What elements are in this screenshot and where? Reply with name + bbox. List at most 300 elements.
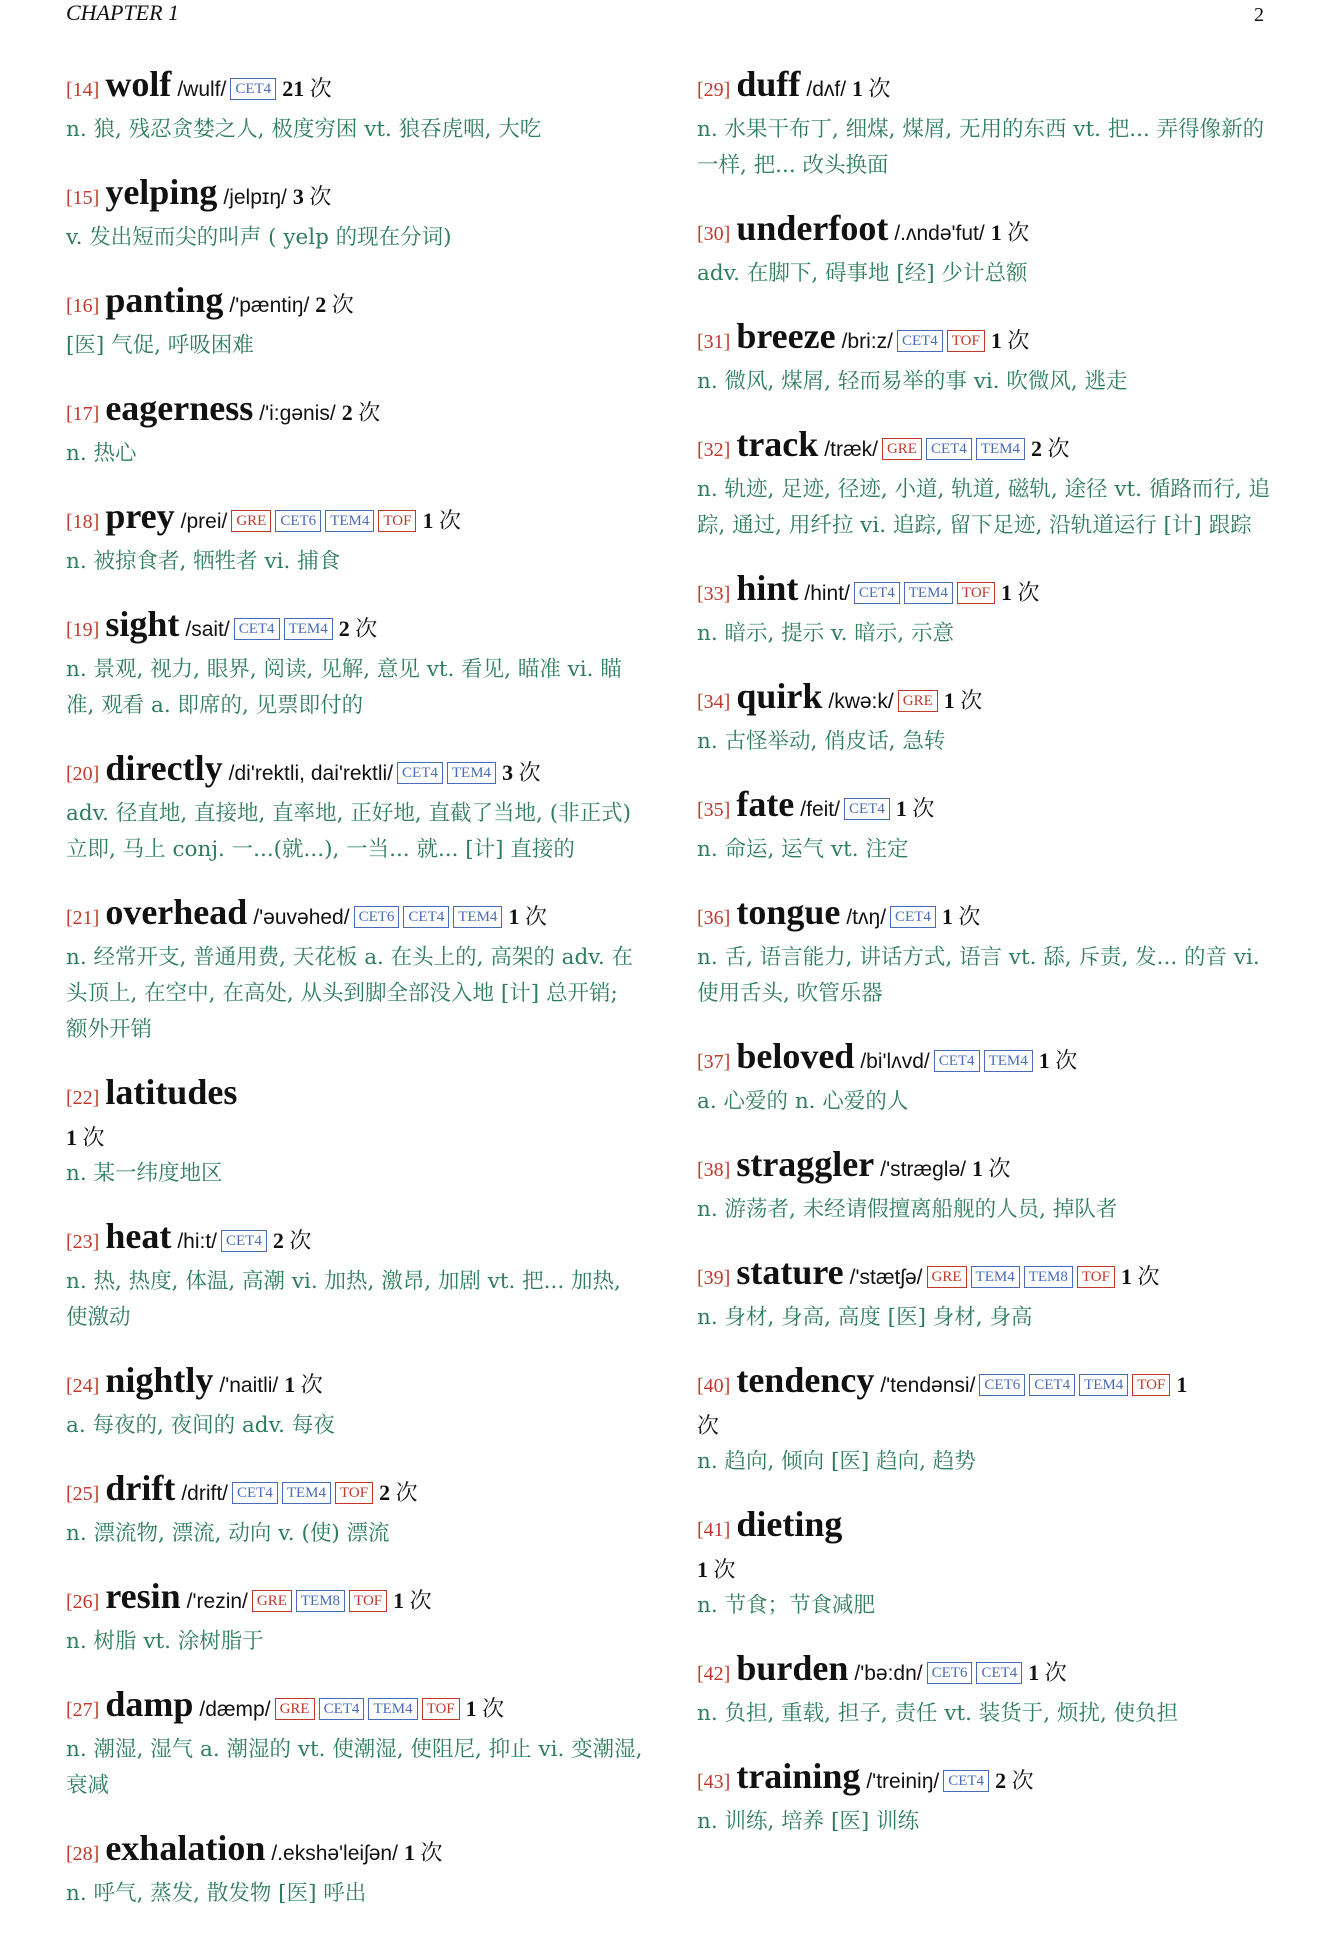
- exam-tag: TEM4: [904, 582, 953, 604]
- frequency-unit: 次: [309, 76, 332, 101]
- definition: n. 负担, 重载, 担子, 责任 vt. 装货于, 烦扰, 使负担: [697, 1701, 1179, 1726]
- entry-number: [32]: [697, 439, 731, 461]
- frequency-count: [1001, 580, 1040, 605]
- definition: n. 呼气, 蒸发, 散发物 [医] 呼出: [66, 1881, 367, 1906]
- entry-head: [697, 208, 1277, 256]
- exam-tag: CET4: [943, 1770, 989, 1792]
- frequency-count: [697, 1552, 1277, 1588]
- definition: n. 树脂 vt. 涂树脂于: [66, 1629, 264, 1654]
- frequency-unit: 次: [1055, 1048, 1078, 1073]
- entry-number: [31]: [697, 331, 731, 353]
- frequency-number: 1: [941, 904, 953, 929]
- frequency-unit: 次: [409, 1588, 432, 1613]
- frequency-number: 1: [403, 1840, 415, 1865]
- phonetic: /jelpɪŋ/: [223, 186, 287, 209]
- frequency-number: 2: [315, 292, 327, 317]
- frequency-unit: 次: [868, 76, 891, 101]
- entry-number: [25]: [66, 1483, 100, 1505]
- entry-number: [20]: [66, 763, 100, 785]
- phonetic: /træk/: [824, 438, 878, 461]
- phonetic: /'tendənsi/: [880, 1374, 976, 1397]
- exam-tag: TOF: [1132, 1374, 1170, 1396]
- frequency-unit: 次: [1137, 1264, 1160, 1289]
- entry-head: [697, 1252, 1277, 1300]
- entry-number: [43]: [697, 1771, 731, 1793]
- phonetic: /wulf/: [177, 78, 227, 101]
- definition: n. 训练, 培养 [医] 训练: [697, 1809, 920, 1834]
- entry-number: [39]: [697, 1267, 731, 1289]
- phonetic: /hint/: [804, 582, 850, 605]
- frequency-count: [852, 76, 891, 101]
- phonetic: /feit/: [800, 798, 840, 821]
- definition: n. 经常开支, 普通用费, 天花板 a. 在头上的, 高架的 adv. 在头顶上, 在空中, 在高处, 从头到脚全部没入地 [计] 总开销; 额外开销: [66, 945, 634, 1042]
- definition: n. 水果干布丁, 细煤, 煤屑, 无用的东西 vt. 把... 弄得像新的一样, 把... 改头换面: [697, 117, 1265, 178]
- vocab-entry: [66, 892, 646, 1048]
- frequency-unit: 次: [289, 1228, 312, 1253]
- exam-tag: TEM8: [1024, 1266, 1073, 1288]
- entry-number: [24]: [66, 1375, 100, 1397]
- frequency-count: [404, 1840, 443, 1865]
- frequency-number: 1: [1001, 580, 1012, 605]
- entry-head: [66, 280, 646, 328]
- phonetic: /hi:t/: [177, 1230, 218, 1253]
- frequency-number: 1: [508, 904, 520, 929]
- exam-tag: TEM4: [976, 438, 1025, 460]
- exam-tag: TEM8: [296, 1590, 345, 1612]
- frequency-count: [502, 760, 541, 785]
- headword: fate: [736, 784, 795, 824]
- headword: directly: [105, 748, 223, 788]
- vocab-entry: [697, 1252, 1277, 1336]
- definition: a. 心爱的 n. 心爱的人: [697, 1089, 909, 1114]
- frequency-number: 1: [284, 1372, 296, 1397]
- entry-head: [66, 388, 646, 436]
- page-header: [66, 0, 1264, 30]
- frequency-unit: 次: [331, 292, 354, 317]
- frequency-count: [942, 904, 981, 929]
- vocab-entry: [697, 424, 1277, 544]
- headword: damp: [105, 1684, 194, 1724]
- frequency-count: [1176, 1372, 1187, 1397]
- frequency-number: 1: [697, 1557, 708, 1582]
- frequency-unit: 次: [309, 184, 332, 209]
- exam-tag: CET4: [934, 1050, 980, 1072]
- headword: sight: [105, 604, 180, 644]
- headword: beloved: [736, 1036, 855, 1076]
- frequency-number: 1: [66, 1125, 77, 1150]
- frequency-number: 1: [1038, 1048, 1050, 1073]
- exam-tag: CET4: [976, 1662, 1022, 1684]
- exam-tag: CET4: [926, 438, 972, 460]
- frequency-unit: 次: [697, 1413, 720, 1438]
- vocab-entry: [697, 1756, 1277, 1840]
- frequency-number: 2: [1030, 436, 1042, 461]
- entry-head: [66, 1072, 646, 1120]
- definition: n. 身材, 身高, 高度 [医] 身材, 身高: [697, 1305, 1033, 1330]
- frequency-unit: 次: [713, 1557, 736, 1582]
- frequency-count: [66, 1120, 646, 1156]
- exam-tag: GRE: [252, 1590, 292, 1612]
- entry-number: [29]: [697, 79, 731, 101]
- phonetic: /'stætʃə/: [849, 1266, 923, 1289]
- left-column: [66, 64, 646, 1936]
- entry-number: [15]: [66, 187, 100, 209]
- definition: n. 游荡者, 未经请假擅离船舰的人员, 掉队者: [697, 1197, 1118, 1222]
- frequency-count: [508, 904, 547, 929]
- definition: n. 趋向, 倾向 [医] 趋向, 趋势: [697, 1449, 976, 1474]
- entry-head: [66, 1576, 646, 1624]
- entry-head: [66, 1828, 646, 1876]
- frequency-unit: 次: [1044, 1660, 1067, 1685]
- definition: n. 潮湿, 湿气 a. 潮湿的 vt. 使潮湿, 使阻尼, 抑止 vi. 变潮湿, 衰减: [66, 1737, 643, 1798]
- right-column: [697, 64, 1277, 1864]
- definition: adv. 径直地, 直接地, 直率地, 正好地, 直截了当地, (非正式) 立即, 马上 conj. 一...(就...), 一当... 就... [计] 直接的: [66, 801, 631, 862]
- headword: dieting: [736, 1504, 843, 1544]
- frequency-number: 2: [341, 400, 353, 425]
- phonetic: /.ekshə'leiʃən/: [271, 1842, 398, 1865]
- frequency-unit: 次: [518, 760, 541, 785]
- frequency-count: [315, 292, 354, 317]
- entry-number: [35]: [697, 799, 731, 821]
- frequency-unit: 次: [355, 616, 378, 641]
- entry-head: [66, 748, 646, 796]
- frequency-number: 3: [502, 760, 514, 785]
- entry-number: [18]: [66, 511, 100, 533]
- entry-number: [16]: [66, 295, 100, 317]
- exam-tag: TEM4: [325, 510, 374, 532]
- exam-tag: GRE: [927, 1266, 967, 1288]
- exam-tag: TEM4: [282, 1482, 331, 1504]
- headword: panting: [105, 280, 224, 320]
- phonetic: /tʌŋ/: [846, 906, 887, 929]
- frequency-unit: 次: [1007, 220, 1030, 245]
- frequency-count: [379, 1480, 418, 1505]
- definition: n. 轨迹, 足迹, 径迹, 小道, 轨道, 磁轨, 途径 vt. 循路而行, 追踪, 通过, 用纤拉 vi. 追踪, 留下足迹, 沿轨道运行 [计] 跟踪: [697, 477, 1270, 538]
- frequency-count: [282, 76, 332, 101]
- vocab-entry: [697, 64, 1277, 184]
- frequency-number: 2: [272, 1228, 284, 1253]
- entry-number: [22]: [66, 1087, 100, 1109]
- frequency-number: 2: [338, 616, 350, 641]
- entry-number: [19]: [66, 619, 100, 641]
- exam-tag: TEM4: [368, 1698, 417, 1720]
- frequency-unit: 次: [358, 400, 381, 425]
- vocab-entry: [697, 316, 1277, 400]
- exam-tag: TEM4: [971, 1266, 1020, 1288]
- frequency-unit: 次: [960, 688, 983, 713]
- frequency-number: 2: [995, 1768, 1007, 1793]
- frequency-unit: 次: [395, 1480, 418, 1505]
- exam-tag: CET4: [1029, 1374, 1075, 1396]
- exam-tag: TEM4: [1079, 1374, 1128, 1396]
- definition: n. 热心: [66, 441, 137, 466]
- entry-head: [697, 1504, 1277, 1552]
- frequency-count: [972, 1156, 1011, 1181]
- frequency-unit: 次: [988, 1156, 1011, 1181]
- phonetic: /'i:gənis/: [259, 402, 336, 425]
- definition: n. 漂流物, 漂流, 动向 v. (使) 漂流: [66, 1521, 390, 1546]
- phonetic: /'bə:dn/: [854, 1662, 923, 1685]
- frequency-count: [1028, 1660, 1067, 1685]
- headword: exhalation: [105, 1828, 266, 1868]
- definition: n. 节食；节食减肥: [697, 1593, 876, 1618]
- vocab-entry: [66, 1576, 646, 1660]
- headword: training: [736, 1756, 861, 1796]
- headword: duff: [736, 64, 801, 104]
- phonetic: /.ʌndə'fut/: [894, 222, 985, 245]
- exam-tag: CET6: [275, 510, 321, 532]
- exam-tag: TOF: [957, 582, 995, 604]
- definition: adv. 在脚下, 碍事地 [经] 少计总额: [697, 261, 1028, 286]
- frequency-number: 21: [282, 76, 305, 101]
- entry-number: [40]: [697, 1375, 731, 1397]
- phonetic: /kwə:k/: [828, 690, 894, 713]
- headword: quirk: [736, 676, 823, 716]
- phonetic: /dʌf/: [806, 78, 847, 101]
- headword: resin: [105, 1576, 181, 1616]
- frequency-count: [896, 796, 935, 821]
- frequency-unit: 次: [1047, 436, 1070, 461]
- entry-number: [21]: [66, 907, 100, 929]
- frequency-unit: 次: [420, 1840, 443, 1865]
- entry-number: [41]: [697, 1519, 731, 1541]
- exam-tag: GRE: [882, 438, 922, 460]
- exam-tag: TOF: [378, 510, 416, 532]
- phonetic: /'əuvəhed/: [253, 906, 350, 929]
- headword: underfoot: [736, 208, 889, 248]
- frequency-count: [393, 1588, 432, 1613]
- exam-tag: CET4: [232, 1482, 278, 1504]
- definition: n. 景观, 视力, 眼界, 阅读, 见解, 意见 vt. 看见, 瞄准 vi. 瞄准, 观看 a. 即席的, 见票即付的: [66, 657, 622, 718]
- exam-tag: CET4: [854, 582, 900, 604]
- frequency-number: 1: [943, 688, 955, 713]
- frequency-unit: 次: [1017, 580, 1040, 605]
- headword: prey: [105, 496, 175, 536]
- exam-tag: TOF: [947, 330, 985, 352]
- chapter-title: CHAPTER 1: [66, 0, 180, 25]
- entry-number: [27]: [66, 1699, 100, 1721]
- page-number: 2: [1254, 4, 1264, 26]
- entry-number: [23]: [66, 1231, 100, 1253]
- entry-head: [697, 568, 1277, 616]
- entry-head: [66, 1360, 646, 1408]
- phonetic: /'treiniŋ/: [866, 1770, 940, 1793]
- vocab-entry: [66, 1072, 646, 1192]
- exam-tag: CET4: [230, 78, 276, 100]
- vocab-entry: [66, 1360, 646, 1444]
- entry-head: [66, 892, 646, 940]
- vocab-entry: [697, 1504, 1277, 1624]
- frequency-unit: 次: [1007, 328, 1030, 353]
- definition: n. 热, 热度, 体温, 高潮 vi. 加热, 激昂, 加剧 vt. 把... 加热, 使激动: [66, 1269, 621, 1330]
- vocab-entry: [697, 1144, 1277, 1228]
- vocab-entry: [697, 568, 1277, 652]
- frequency-number: 1: [1028, 1660, 1040, 1685]
- definition: v. 发出短而尖的叫声 ( yelp 的现在分词): [66, 225, 452, 250]
- exam-tag: CET4: [890, 906, 936, 928]
- entry-head: [697, 784, 1277, 832]
- exam-tag: CET4: [221, 1230, 267, 1252]
- frequency-count: [1031, 436, 1070, 461]
- headword: straggler: [736, 1144, 875, 1184]
- headword: tongue: [736, 892, 841, 932]
- frequency-unit: 次: [82, 1125, 105, 1150]
- entry-head: [66, 1468, 646, 1516]
- phonetic: /'stræglə/: [880, 1158, 966, 1181]
- vocab-entry: [66, 388, 646, 472]
- exam-tag: CET4: [319, 1698, 365, 1720]
- definition: n. 狼, 残忍贪婪之人, 极度穷困 vt. 狼吞虎咽, 大吃: [66, 117, 542, 142]
- headword: stature: [736, 1252, 844, 1292]
- phonetic: /bi'lʌvd/: [860, 1050, 930, 1073]
- phonetic: /bri:z/: [841, 330, 893, 353]
- headword: heat: [105, 1216, 172, 1256]
- entry-head: [697, 676, 1277, 724]
- frequency-number: 1: [971, 1156, 983, 1181]
- headword: nightly: [105, 1360, 214, 1400]
- exam-tag: TEM4: [447, 762, 496, 784]
- frequency-count: [422, 508, 461, 533]
- entry-head: [66, 604, 646, 652]
- headword: wolf: [105, 64, 172, 104]
- frequency-count: [995, 1768, 1034, 1793]
- exam-tag: GRE: [275, 1698, 315, 1720]
- vocab-entry: [697, 676, 1277, 760]
- entry-head: [697, 1756, 1277, 1804]
- headword: drift: [105, 1468, 176, 1508]
- entry-head: [66, 64, 646, 112]
- frequency-unit: 次: [912, 796, 935, 821]
- vocab-entry: [697, 208, 1277, 292]
- exam-tag: TOF: [335, 1482, 373, 1504]
- frequency-number: 3: [292, 184, 304, 209]
- phonetic: /'naitli/: [219, 1374, 279, 1397]
- frequency-count: [339, 616, 378, 641]
- definition: n. 命运, 运气 vt. 注定: [697, 837, 909, 862]
- definition: a. 每夜的, 夜间的 adv. 每夜: [66, 1413, 335, 1438]
- phonetic: /dæmp/: [199, 1698, 271, 1721]
- definition: n. 被掠食者, 牺牲者 vi. 捕食: [66, 549, 341, 574]
- exam-tag: TOF: [349, 1590, 387, 1612]
- frequency-number: 1: [393, 1588, 405, 1613]
- frequency-unit: 次: [438, 508, 461, 533]
- definition: [医] 气促, 呼吸困难: [66, 333, 254, 358]
- headword: burden: [736, 1648, 849, 1688]
- headword: overhead: [105, 892, 248, 932]
- entry-head: [66, 1684, 646, 1732]
- vocab-entry: [66, 1684, 646, 1804]
- frequency-count: [466, 1696, 505, 1721]
- exam-tag: TEM4: [984, 1050, 1033, 1072]
- frequency-number: 1: [1120, 1264, 1132, 1289]
- vocab-entry: [697, 784, 1277, 868]
- phonetic: /'pæntiŋ/: [229, 294, 310, 317]
- vocab-entry: [697, 1360, 1277, 1480]
- frequency-number: 1: [422, 508, 434, 533]
- entry-number: [38]: [697, 1159, 731, 1181]
- frequency-count: [284, 1372, 323, 1397]
- phonetic: /di'rektli, dai'rektli/: [228, 762, 394, 785]
- entry-head: [697, 892, 1277, 940]
- vocab-entry: [66, 280, 646, 364]
- phonetic: /'rezin/: [186, 1590, 248, 1613]
- definition: n. 舌, 语言能力, 讲话方式, 语言 vt. 舔, 斥责, 发... 的音 vi. 使用舌头, 吹管乐器: [697, 945, 1260, 1006]
- exam-tag: TOF: [422, 1698, 460, 1720]
- entry-number: [42]: [697, 1663, 731, 1685]
- exam-tag: GRE: [898, 690, 938, 712]
- vocab-entry: [66, 604, 646, 724]
- frequency-count: [273, 1228, 312, 1253]
- frequency-number: 1: [895, 796, 907, 821]
- entry-number: [33]: [697, 583, 731, 605]
- headword: track: [736, 424, 819, 464]
- frequency-unit: 次: [958, 904, 981, 929]
- frequency-count: [1121, 1264, 1160, 1289]
- entry-number: [17]: [66, 403, 100, 425]
- frequency-number: 1: [990, 220, 1002, 245]
- vocab-entry: [66, 496, 646, 580]
- frequency-unit: 次: [300, 1372, 323, 1397]
- exam-tag: CET6: [927, 1662, 973, 1684]
- entry-head: [697, 424, 1277, 472]
- headword: yelping: [105, 172, 218, 212]
- entry-head: [66, 1216, 646, 1264]
- frequency-count: [944, 688, 983, 713]
- vocab-entry: [697, 892, 1277, 1012]
- definition: n. 某一纬度地区: [66, 1161, 223, 1186]
- entry-number: [26]: [66, 1591, 100, 1613]
- entry-head: [697, 1648, 1277, 1696]
- frequency-unit: 次: [524, 904, 547, 929]
- exam-tag: TEM4: [284, 618, 333, 640]
- exam-tag: CET4: [403, 906, 449, 928]
- entry-head: [66, 172, 646, 220]
- exam-tag: TOF: [1077, 1266, 1115, 1288]
- headword: latitudes: [105, 1072, 238, 1112]
- frequency-unit: 次: [482, 1696, 505, 1721]
- vocab-entry: [66, 64, 646, 148]
- vocab-entry: [66, 748, 646, 868]
- vocab-entry: [66, 1216, 646, 1336]
- frequency-number: 1: [990, 328, 1002, 353]
- frequency-count: [1039, 1048, 1078, 1073]
- frequency-number: 1: [1176, 1372, 1188, 1397]
- exam-tag: CET4: [844, 798, 890, 820]
- exam-tag: GRE: [231, 510, 271, 532]
- vocab-entry: [697, 1036, 1277, 1120]
- entry-number: [14]: [66, 79, 100, 101]
- exam-tag: TEM4: [453, 906, 502, 928]
- entry-head: [697, 316, 1277, 364]
- vocab-entry: [66, 1828, 646, 1912]
- exam-tag: CET4: [897, 330, 943, 352]
- definition: n. 古怪举动, 俏皮话, 急转: [697, 729, 946, 754]
- entry-number: [36]: [697, 907, 731, 929]
- entry-number: [37]: [697, 1051, 731, 1073]
- exam-tag: CET4: [234, 618, 280, 640]
- exam-tag: CET6: [354, 906, 400, 928]
- entry-number: [30]: [697, 223, 731, 245]
- frequency-count: [991, 328, 1030, 353]
- frequency-number: 1: [852, 76, 864, 101]
- phonetic: /prei/: [180, 510, 228, 533]
- frequency-number: 2: [379, 1480, 391, 1505]
- frequency-unit: 次: [1011, 1768, 1034, 1793]
- exam-tag: CET4: [397, 762, 443, 784]
- headword: eagerness: [105, 388, 254, 428]
- definition: n. 暗示, 提示 v. 暗示, 示意: [697, 621, 954, 646]
- vocab-entry: [697, 1648, 1277, 1732]
